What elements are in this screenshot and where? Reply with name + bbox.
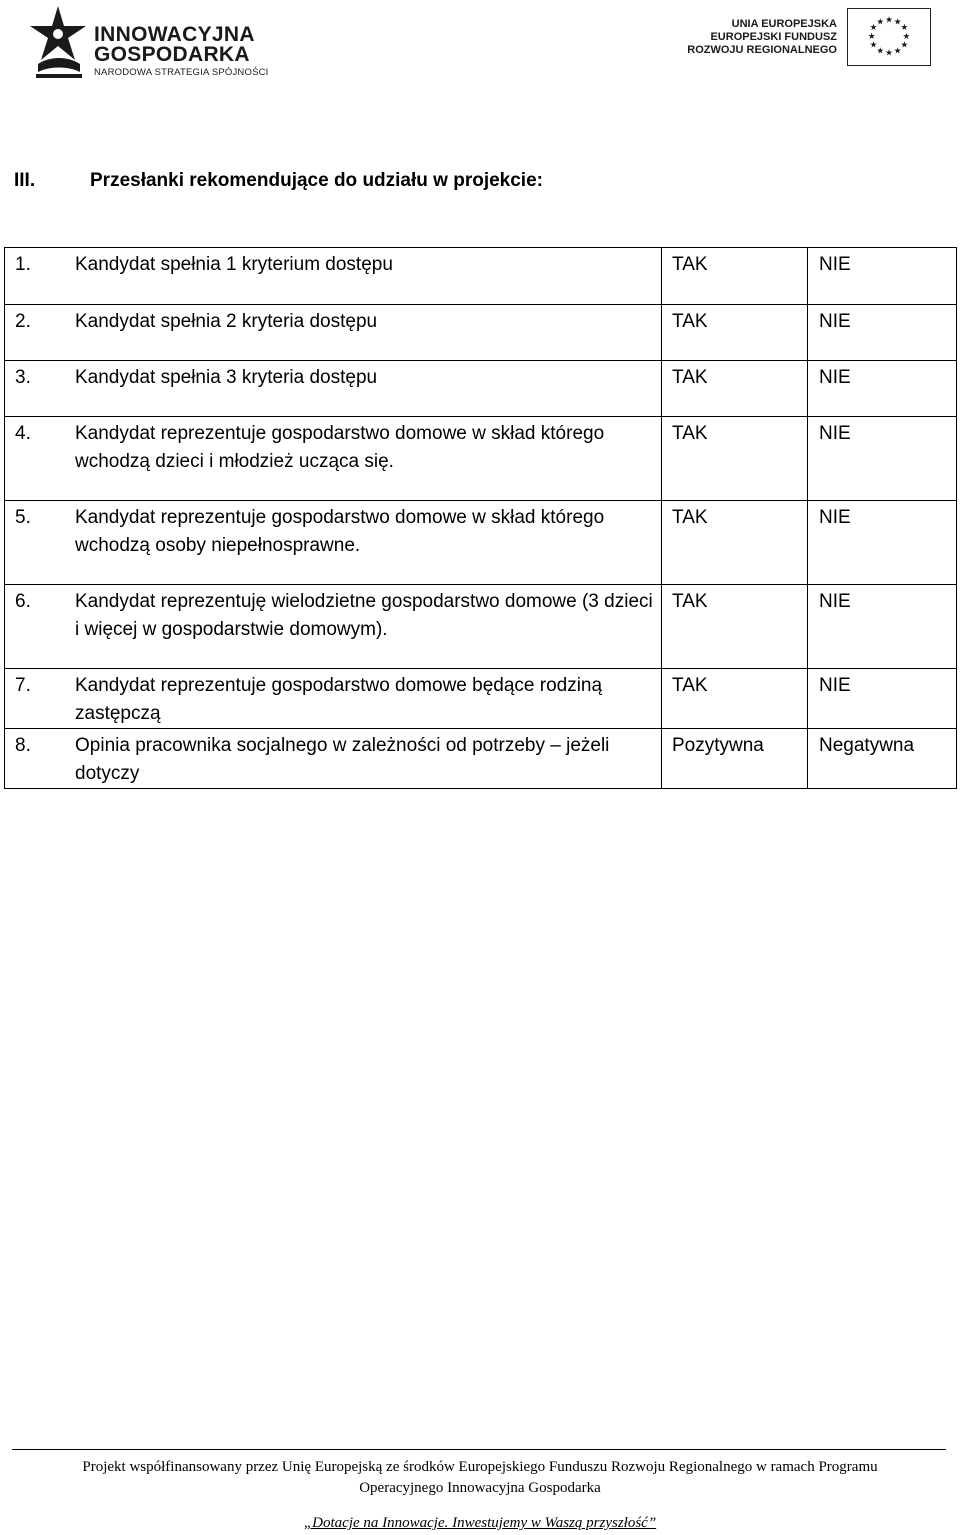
- no-option: NIE: [819, 591, 851, 612]
- criterion-number: 2.: [15, 311, 31, 332]
- yes-option: TAK: [672, 507, 708, 528]
- table-row: [5, 305, 957, 361]
- table-row: [5, 585, 957, 669]
- table-row: [5, 501, 957, 585]
- criterion-text: Kandydat spełnia 1 kryterium dostępu: [75, 254, 393, 275]
- criterion-text: Kandydat reprezentuje gospodarstwo domowe w skład którego wchodzą osoby niepełnosprawne.: [75, 507, 605, 556]
- criterion-number: 6.: [15, 591, 31, 612]
- criterion-cell: [5, 248, 662, 305]
- yes-option-cell[interactable]: [662, 361, 808, 417]
- criterion-cell: [5, 501, 662, 585]
- yes-option: TAK: [672, 675, 708, 696]
- no-option-cell[interactable]: [808, 305, 957, 361]
- svg-text:★: ★: [893, 46, 902, 57]
- yes-option: TAK: [672, 423, 708, 444]
- logo-left-line3: NARODOWA STRATEGIA SPÓJNOŚCI: [94, 67, 269, 78]
- criterion-cell: [5, 585, 662, 669]
- yes-option-cell[interactable]: [662, 417, 808, 501]
- footer-funding-line1: Projekt współfinansowany przez Unię Europejską ze środków Europejskiego Funduszu Rozwoju Regionalnego w ramach Programu: [82, 1459, 878, 1475]
- eu-flag-icon: [847, 8, 931, 66]
- svg-text:★: ★: [902, 31, 911, 42]
- criterion-number: 3.: [15, 367, 31, 388]
- svg-text:★: ★: [893, 17, 902, 28]
- criterion-cell: [5, 729, 662, 789]
- star-figure-icon: [28, 4, 90, 82]
- criterion-cell: [5, 361, 662, 417]
- eu-logo: [687, 8, 935, 70]
- no-option: NIE: [819, 675, 851, 696]
- no-option-cell[interactable]: [808, 248, 957, 305]
- criterion-cell: [5, 669, 662, 729]
- no-option-cell[interactable]: [808, 585, 957, 669]
- no-option: NIE: [819, 311, 851, 332]
- yes-option-cell[interactable]: [662, 669, 808, 729]
- no-option-cell[interactable]: [808, 501, 957, 585]
- innowacyjna-gospodarka-logo: [28, 4, 268, 82]
- footer-funding-line2: Operacyjnego Innowacyjna Gospodarka: [359, 1480, 601, 1496]
- section-number: III.: [14, 170, 36, 191]
- criterion-number: 1.: [15, 254, 31, 275]
- criterion-text: Kandydat spełnia 3 kryteria dostępu: [75, 367, 378, 388]
- criterion-cell: [5, 417, 662, 501]
- negative-option: Negatywna: [819, 735, 915, 756]
- logo-left-line1: INNOWACYJNA: [94, 23, 255, 46]
- footer-slogan: „Dotacje na Innowacje. Inwestujemy w Waszą przyszłość”: [303, 1515, 657, 1531]
- svg-text:★: ★: [876, 46, 885, 57]
- yes-option-cell[interactable]: [662, 248, 808, 305]
- svg-text:★: ★: [885, 48, 893, 59]
- section-heading: [14, 170, 543, 192]
- no-option: NIE: [819, 507, 851, 528]
- yes-option: TAK: [672, 311, 708, 332]
- criterion-number: 8.: [15, 735, 31, 756]
- logo-right-line1: UNIA EUROPEJSKA: [731, 18, 837, 30]
- no-option-cell[interactable]: [808, 669, 957, 729]
- logo-right-line3: ROZWOJU REGIONALNEGO: [687, 44, 837, 56]
- criterion-text: Kandydat spełnia 2 kryteria dostępu: [75, 311, 378, 332]
- logo-right-line2: EUROPEJSKI FUNDUSZ: [710, 31, 837, 43]
- no-option-cell[interactable]: [808, 361, 957, 417]
- svg-text:★: ★: [869, 40, 878, 51]
- table-row: [5, 248, 957, 305]
- logo-left-line2: GOSPODARKA: [94, 43, 250, 66]
- yes-option-cell[interactable]: [662, 585, 808, 669]
- yes-option: TAK: [672, 591, 708, 612]
- table-row: [5, 729, 957, 789]
- svg-text:★: ★: [885, 15, 893, 26]
- no-option: NIE: [819, 254, 851, 275]
- criterion-text: Opinia pracownika socjalnego w zależności od potrzeby – jeżeli dotyczy: [75, 735, 610, 784]
- table-row: [5, 669, 957, 729]
- svg-text:★: ★: [900, 23, 909, 34]
- criterion-number: 4.: [15, 423, 31, 444]
- criterion-cell: [5, 305, 662, 361]
- negative-option-cell[interactable]: [808, 729, 957, 789]
- svg-text:★: ★: [867, 31, 876, 42]
- svg-text:★: ★: [876, 17, 885, 28]
- table-row: [5, 361, 957, 417]
- svg-text:★: ★: [869, 23, 878, 34]
- positive-option-cell[interactable]: [662, 729, 808, 789]
- section-title: Przesłanki rekomendujące do udziału w projekcie:: [90, 170, 543, 191]
- yes-option-cell[interactable]: [662, 305, 808, 361]
- criterion-text: Kandydat reprezentuję wielodzietne gospodarstwo domowe (3 dzieci i więcej w gospodarstwie domowym).: [75, 591, 653, 640]
- criterion-text: Kandydat reprezentuje gospodarstwo domowe w skład którego wchodzą dzieci i młodzież ucząca się.: [75, 423, 605, 472]
- no-option: NIE: [819, 423, 851, 444]
- footer-divider: [12, 1449, 946, 1450]
- yes-option: TAK: [672, 254, 708, 275]
- positive-option: Pozytywna: [672, 735, 764, 756]
- criterion-number: 5.: [15, 507, 31, 528]
- yes-option: TAK: [672, 367, 708, 388]
- criterion-number: 7.: [15, 675, 31, 696]
- no-option: NIE: [819, 367, 851, 388]
- criterion-text: Kandydat reprezentuje gospodarstwo domowe będące rodziną zastępczą: [75, 675, 603, 724]
- yes-option-cell[interactable]: [662, 501, 808, 585]
- criteria-table: [4, 247, 957, 789]
- svg-text:★: ★: [900, 40, 909, 51]
- no-option-cell[interactable]: [808, 417, 957, 501]
- table-row: [5, 417, 957, 501]
